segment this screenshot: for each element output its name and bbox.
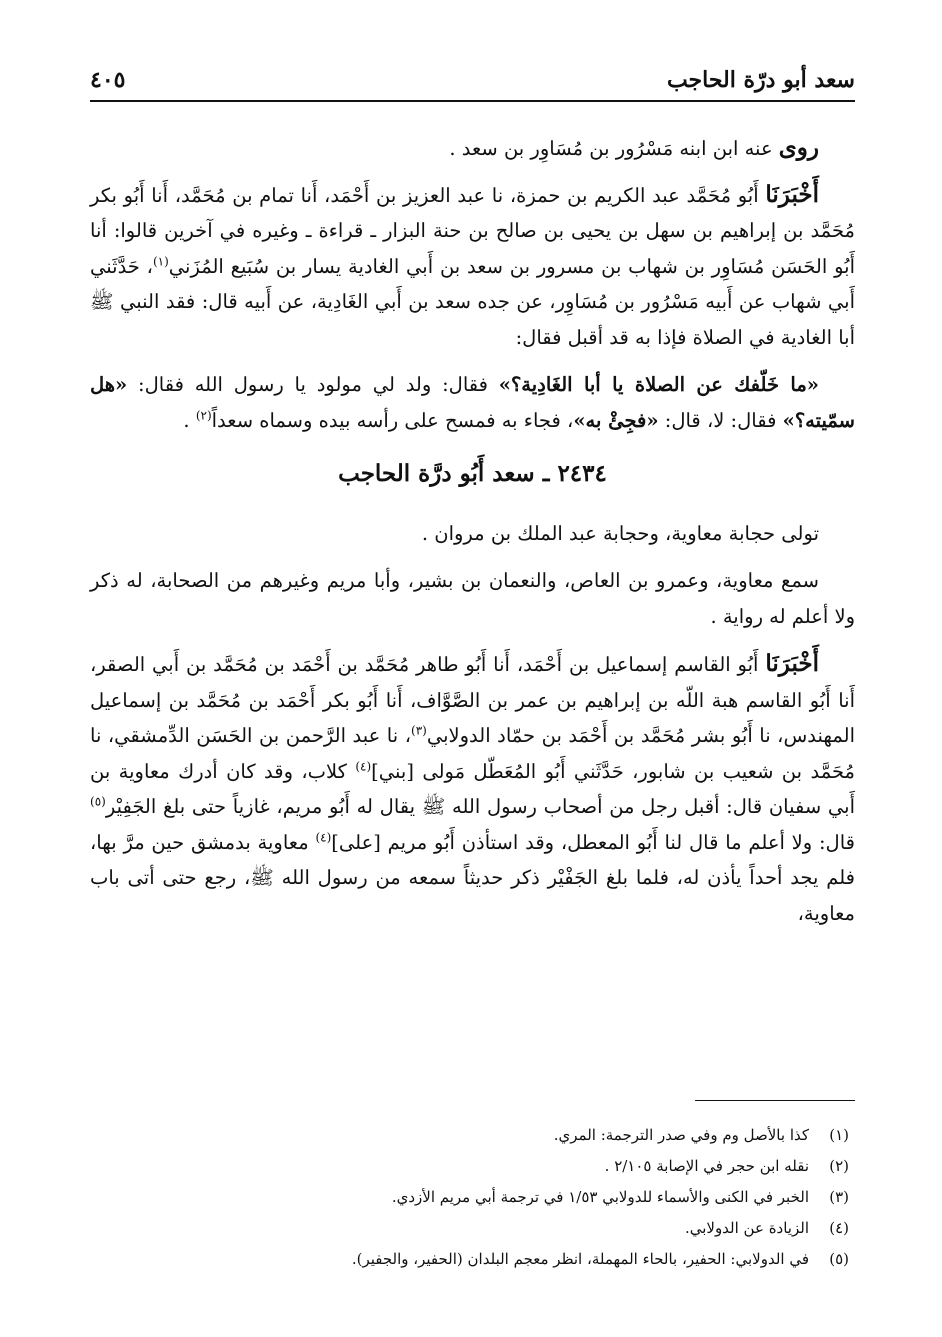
footnote-item bbox=[90, 1151, 849, 1182]
paragraph-lead-word: روى bbox=[778, 134, 819, 161]
footnote-text: الزيادة عن الدولابي. bbox=[684, 1219, 809, 1237]
page-number: ٤٠٥ bbox=[90, 67, 126, 93]
paragraph-6 bbox=[90, 646, 855, 931]
section-title: ٢٤٣٤ ـ سعد أَبُو درَّة الحاجب bbox=[338, 460, 607, 487]
footnote-text: الخبر في الكنى والأسماء للدولابي ١/٥٣ في ترجمة أبي مريم الأزدي. bbox=[391, 1188, 809, 1206]
footnote-text: نقله ابن حجر في الإصابة ٢/١٠٥ . bbox=[604, 1157, 809, 1175]
paragraph-text: أَبُو القاسم إسماعيل بن أَحْمَد، أَنا أَبُو طاهر مُحَمَّد بن أَحْمَد بن مُحَمَّد بن أَبي الصقر، أَنا أَبُو القاسم هبة اللّه بن إبراهيم بن عمر بن الصَّوَّاف، أَنا أَبُو بكر أَحْمَد بن مُحَمَّد بن إسماعيل المهندس، نا أَبُو بشر مُحَمَّد بن أَحْمَد بن حمّاد الدولابي bbox=[90, 653, 856, 747]
footnote-number: (٣) bbox=[829, 1188, 849, 1206]
paragraph-text: معاوية بدمشق حين مرَّ بها، فلم يجد أحداً يأذن له، فلما بلغ الجَفْيْر ذكر حديثاً سمعه من رسول الله ﷺ، رجع حتى أتى باب معاوية، bbox=[90, 830, 855, 925]
hadith-quote: «ما خَلّفك عن الصلاة يا أبا الغَادِية؟» bbox=[498, 373, 819, 396]
paragraph-4: تولى حجابة معاوية، وحجابة عبد الملك بن مروان . bbox=[421, 521, 819, 545]
running-title: سعد أبو درّة الحاجب bbox=[666, 67, 855, 93]
footnote-number: (٥) bbox=[829, 1250, 849, 1268]
footnote-number: (٤) bbox=[829, 1219, 849, 1237]
paragraph-text: ، فجاء به فمسح على رأسه بيده وسماه سعداً bbox=[211, 408, 574, 432]
paragraph-text: . bbox=[183, 408, 196, 432]
footnote-item bbox=[90, 1244, 849, 1275]
paragraph-text: عنه ابن ابنه مَسْرُور بن مُسَاوِر بن سعد . bbox=[449, 137, 779, 160]
footnote-ref-2[interactable]: (٢) bbox=[195, 408, 212, 422]
paragraph-text: كلاب، وقد كان أدرك معاوية بن أَبي سفيان قال: أقبل رجل من أصحاب رسول الله ﷺ يقال له أَبُو مريم، غازياً حتى بلغ الجَفِيْر bbox=[90, 759, 855, 818]
footnote-divider bbox=[695, 1100, 855, 1101]
paragraph-text: ، نا عبد الرَّحمن بن الحَسَن الدِّمشقي، نا مُحَمَّد بن شعيب بن شابور، حَدَّثَني أَبُو المُعَطّل مَولى [بني] bbox=[90, 724, 855, 783]
paragraph-text: ، حَدَّثَني أَبي شهاب عن أَبيه مَسْرُور بن مُسَاوِر، عن جده سعد بن أَبي الغَادِية، عن أَبيه قال: فقد النبي ﷺ أبا الغادية في الصلاة فإذا به قد أقبل فقال: bbox=[90, 254, 855, 349]
footnote-item bbox=[90, 1213, 849, 1244]
footnote-text: كذا بالأصل وم وفي صدر الترجمة: المري. bbox=[553, 1126, 809, 1144]
paragraph-5: سمع معاوية، وعمرو بن العاص، والنعمان بن بشير، وأبا مريم وغيرهم من الصحابة، له ذكر ولا أعلم له رواية . bbox=[90, 569, 855, 628]
main-text bbox=[90, 130, 855, 943]
paragraph-lead-word: أَخْبَرَنَا bbox=[765, 180, 819, 208]
footnote-ref-4b[interactable]: (٤) bbox=[315, 830, 332, 844]
paragraph-lead-word: أَخْبَرَنَا bbox=[765, 650, 819, 677]
paragraph-text: قال: ولا أعلم ما قال لنا أَبُو المعطل، وقد استأذن أَبُو مريم [على] bbox=[331, 830, 855, 854]
footnote-number: (١) bbox=[829, 1126, 849, 1144]
paragraph-text: فقال: ولد لي مولود يا رسول الله فقال: bbox=[127, 373, 499, 396]
footnote-ref-1[interactable]: (١) bbox=[152, 254, 169, 268]
footnote-text: في الدولابي: الحفير، بالحاء المهملة، انظر معجم البلدان (الحفير، والجفير). bbox=[351, 1250, 809, 1268]
footnotes bbox=[90, 1120, 855, 1275]
footnote-ref-4[interactable]: (٤) bbox=[355, 759, 372, 773]
footnote-ref-3[interactable]: (٣) bbox=[411, 723, 427, 738]
page-header bbox=[90, 60, 855, 102]
hadith-quote: «هل سمّيته؟» bbox=[90, 373, 855, 432]
paragraph-2 bbox=[90, 177, 855, 356]
paragraph-text: فقال: لا، قال: bbox=[658, 408, 783, 432]
book-page bbox=[90, 60, 855, 1300]
paragraph-3 bbox=[90, 367, 855, 438]
footnote-number: (٢) bbox=[829, 1157, 849, 1175]
paragraph-1 bbox=[90, 130, 855, 167]
paragraph-text: أَبُو مُحَمَّد عبد الكريم بن حمزة، نا عبد العزيز بن أَحْمَد، أَنا تمام بن مُحَمَّد، أَنا أَبُو بكر مُحَمَّد بن إبراهيم بن سهل بن يحيى بن صالح بن حنة البزار ـ قراءة ـ وغيره في آخرين قالوا: أنا أَبُو الحَسَن مُسَاوِر بن شهاب بن مسرور بن سعد بن أَبي الغادية يسار بن سُبَيع المُزَني bbox=[90, 183, 855, 278]
footnote-item bbox=[90, 1120, 849, 1151]
footnote-item bbox=[90, 1182, 849, 1213]
footnote-ref-5[interactable]: (٥) bbox=[90, 794, 106, 809]
hadith-quote: «فجِئْ به» bbox=[573, 408, 659, 432]
